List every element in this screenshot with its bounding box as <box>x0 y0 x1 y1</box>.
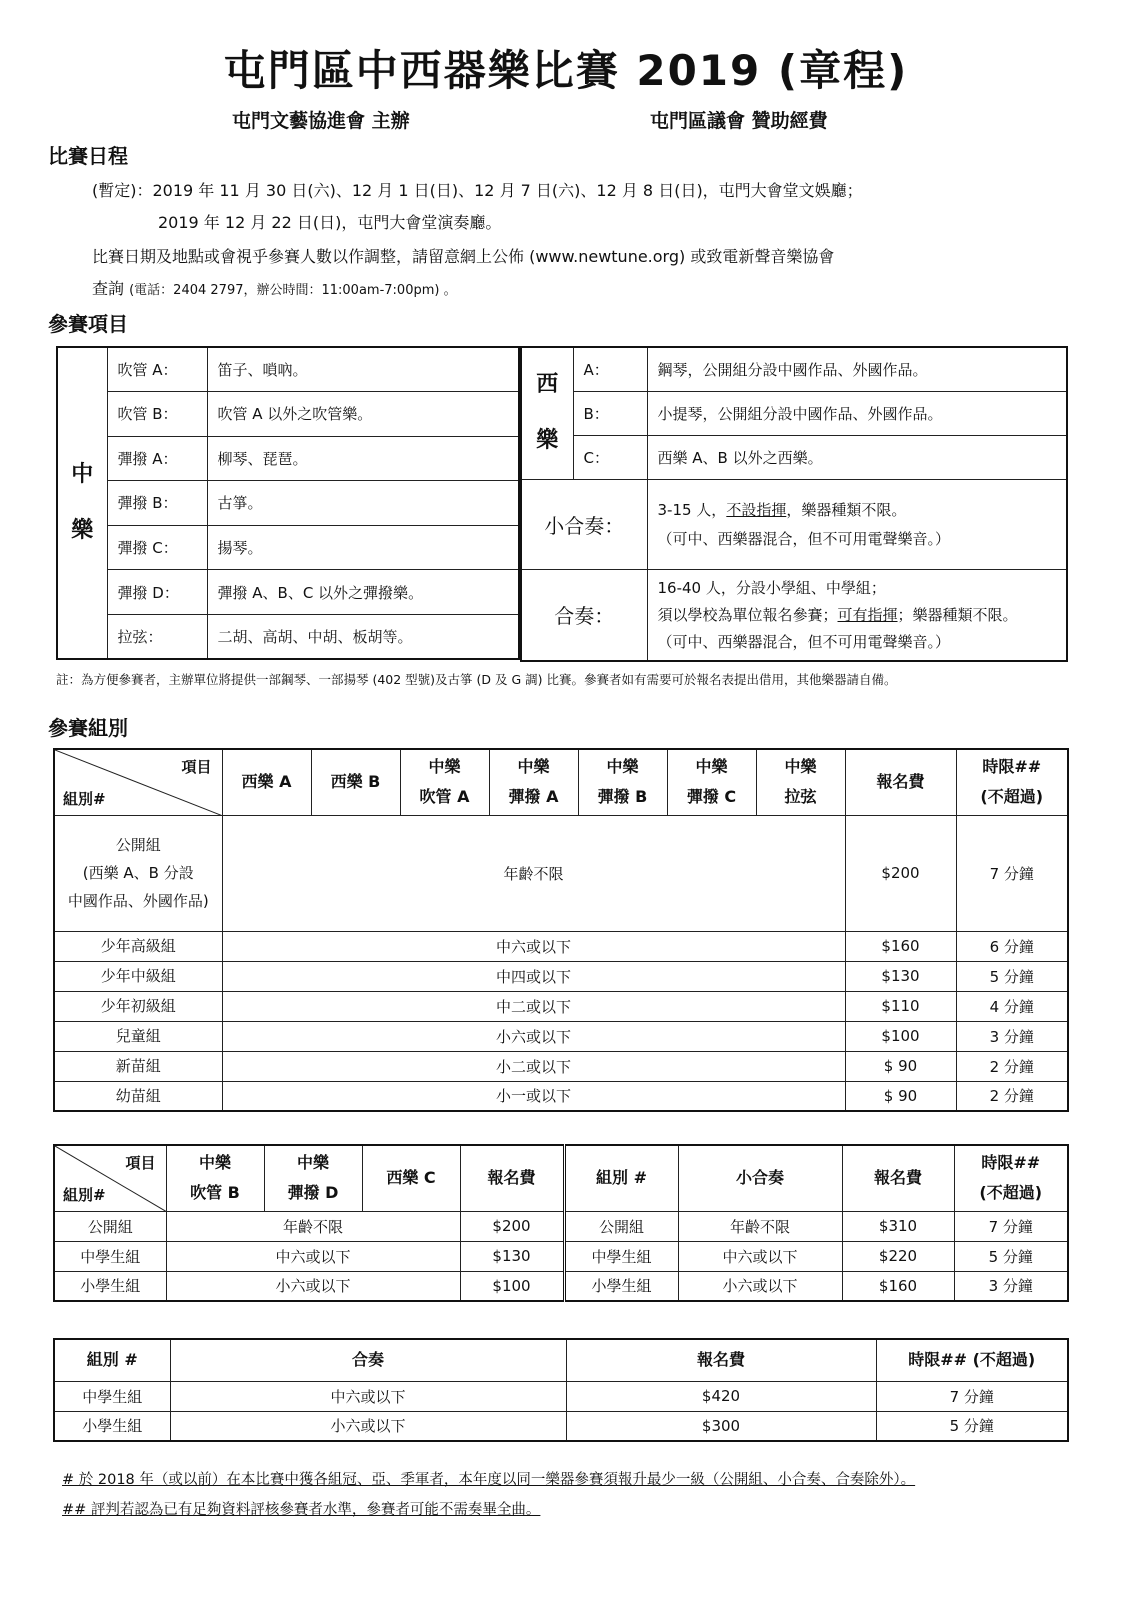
t1-col-header: 西樂 A <box>222 749 311 815</box>
chinese-item-row <box>57 481 519 526</box>
t3-ens-header: 合奏 <box>170 1339 566 1381</box>
t1-fee: $ 90 <box>845 1051 956 1081</box>
t1-time: 7 分鐘 <box>956 815 1068 931</box>
footnote-1: # 於 2018 年（或以前）在本比賽中獲各組冠、亞、季軍者，本年度以同一樂器參賽須報升最少一級（公開組、小合奏、合奏除外）。 <box>62 1472 916 1488</box>
t2-col-western-c: 西樂 C <box>362 1145 460 1211</box>
t2-col-tanbo-d: 中樂 彈撥 D <box>264 1145 362 1211</box>
t2-group-header: 組別 # <box>564 1145 678 1211</box>
t2-fee-header: 報名費 <box>460 1145 564 1211</box>
inquiry-label: 查詢 <box>92 279 125 298</box>
schedule-line-4 <box>92 276 457 299</box>
t3-group: 小學生組 <box>54 1411 170 1441</box>
t1-col-header: 中樂 彈撥 C <box>667 749 756 815</box>
t1-col-header: 中樂 彈撥 B <box>578 749 667 815</box>
t1-time: 5 分鐘 <box>956 961 1068 991</box>
t1-requirement: 中二或以下 <box>222 991 845 1021</box>
t2-row <box>54 1211 1068 1241</box>
t3-group: 中學生組 <box>54 1381 170 1411</box>
t1-group: 少年中級組 <box>54 961 222 991</box>
groups-table-2 <box>53 1144 1069 1302</box>
t1-col-header: 中樂 彈撥 A <box>489 749 578 815</box>
t2-ens-header: 小合奏 <box>678 1145 842 1211</box>
western-desc-a: 鋼琴，公開組分設中國作品、外國作品。 <box>647 347 1067 391</box>
t2-requirement: 年齡不限 <box>166 1211 460 1241</box>
t1-row <box>54 991 1068 1021</box>
schedule-line-2: 2019 年 12 月 22 日(日)，屯門大會堂演奏廳。 <box>158 213 502 232</box>
t1-row <box>54 1081 1068 1111</box>
t1-group: 幼苗組 <box>54 1081 222 1111</box>
t3-row <box>54 1381 1068 1411</box>
t2-requirement2: 中六或以下 <box>678 1241 842 1271</box>
t1-group: 新苗組 <box>54 1051 222 1081</box>
t1-group: 少年高級組 <box>54 931 222 961</box>
t2-time-header: 時限## (不超過) <box>954 1145 1068 1211</box>
schedule-line-3: 比賽日期及地點或會視乎參賽人數以作調整，請留意網上公佈 (www.newtune.org) 或致電新聲音樂協會 <box>92 247 835 266</box>
t1-fee: $160 <box>845 931 956 961</box>
t2-fee2: $310 <box>842 1211 954 1241</box>
chinese-item-desc: 古箏。 <box>207 481 519 526</box>
chinese-item-desc: 二胡、高胡、中胡、板胡等。 <box>207 614 519 659</box>
t2-requirement2: 年齡不限 <box>678 1211 842 1241</box>
t1-group: 少年初級組 <box>54 991 222 1021</box>
t1-requirement: 年齡不限 <box>222 815 845 931</box>
t2-row <box>54 1271 1068 1301</box>
t3-fee: $300 <box>566 1411 876 1441</box>
chinese-item-desc: 揚琴。 <box>207 525 519 570</box>
t1-requirement: 小一或以下 <box>222 1081 845 1111</box>
t1-group: 公開組 (西樂 A、B 分設 中國作品、外國作品) <box>54 815 222 931</box>
t2-fee2: $160 <box>842 1271 954 1301</box>
chinese-item-cat: 彈撥 B： <box>107 481 207 526</box>
chinese-item-row <box>57 525 519 570</box>
t1-time: 2 分鐘 <box>956 1051 1068 1081</box>
items-heading: 參賽項目 <box>48 312 128 336</box>
western-desc-c: 西樂 A、B 以外之西樂。 <box>647 435 1067 479</box>
t1-row <box>54 1021 1068 1051</box>
t2-group2: 公開組 <box>564 1211 678 1241</box>
t1-col-header: 中樂 吹管 A <box>400 749 489 815</box>
t2-requirement2: 小六或以下 <box>678 1271 842 1301</box>
t2-fee2-header: 報名費 <box>842 1145 954 1211</box>
schedule-line-1: (暫定)：2019 年 11 月 30 日(六)、12 月 1 日(日)、12 月 7 日(六)、12 月 8 日(日)，屯門大會堂文娛廳； <box>92 181 863 200</box>
t1-col-header: 西樂 B <box>311 749 400 815</box>
t3-time: 7 分鐘 <box>876 1381 1068 1411</box>
t1-row <box>54 961 1068 991</box>
t1-fee: $200 <box>845 815 956 931</box>
chinese-item-cat: 拉弦： <box>107 614 207 659</box>
t2-group: 中學生組 <box>54 1241 166 1271</box>
chinese-item-desc: 柳琴、琵琶。 <box>207 436 519 481</box>
t3-time: 5 分鐘 <box>876 1411 1068 1441</box>
t1-time: 4 分鐘 <box>956 991 1068 1021</box>
t1-row <box>54 931 1068 961</box>
t1-group: 兒童組 <box>54 1021 222 1051</box>
t2-col-chuiguan-b: 中樂 吹管 B <box>166 1145 264 1211</box>
chinese-item-cat: 吹管 A： <box>107 347 207 392</box>
t3-group-header: 組別 # <box>54 1339 170 1381</box>
t3-time-header: 時限## (不超過) <box>876 1339 1068 1381</box>
sponsor: 屯門區議會 贊助經費 <box>650 110 828 132</box>
western-label: 西 樂 <box>521 347 573 479</box>
chinese-label: 中 樂 <box>57 347 107 659</box>
t1-fee: $ 90 <box>845 1081 956 1111</box>
t1-time: 6 分鐘 <box>956 931 1068 961</box>
t1-fee: $110 <box>845 991 956 1021</box>
chinese-item-desc: 笛子、嗩吶。 <box>207 347 519 392</box>
chinese-item-row <box>57 347 519 392</box>
t1-time: 3 分鐘 <box>956 1021 1068 1051</box>
western-cat-a: A： <box>573 347 647 391</box>
t2-fee2: $220 <box>842 1241 954 1271</box>
chinese-item-cat: 吹管 B： <box>107 392 207 437</box>
t3-fee-header: 報名費 <box>566 1339 876 1381</box>
t2-time: 3 分鐘 <box>954 1271 1068 1301</box>
schedule-heading: 比賽日程 <box>48 144 128 168</box>
t1-row <box>54 815 1068 931</box>
t1-requirement: 小二或以下 <box>222 1051 845 1081</box>
western-items-table <box>520 346 1068 662</box>
western-cat-b: B： <box>573 391 647 435</box>
western-cat-c: C： <box>573 435 647 479</box>
t1-time-header: 時限## (不超過) <box>956 749 1068 815</box>
footnote-2: ## 評判若認為已有足夠資料評核參賽者水準，參賽者可能不需奏畢全曲。 <box>62 1502 541 1518</box>
t1-fee: $100 <box>845 1021 956 1051</box>
chinese-item-desc: 吹管 A 以外之吹管樂。 <box>207 392 519 437</box>
t3-requirement: 小六或以下 <box>170 1411 566 1441</box>
t2-group: 小學生組 <box>54 1271 166 1301</box>
small-ensemble-label: 小合奏： <box>521 479 647 569</box>
t1-requirement: 中六或以下 <box>222 931 845 961</box>
t2-fee: $100 <box>460 1271 564 1301</box>
chinese-items-table <box>56 346 520 660</box>
t2-requirement: 小六或以下 <box>166 1271 460 1301</box>
inquiry-detail: (電話：2404 2797，辦公時間：11:00am-7:00pm) 。 <box>129 283 457 298</box>
ensemble-desc: 16-40 人，分設小學組、中學組； 須以學校為單位報名參賽；可有指揮；樂器種類不限。 （可中、西樂器混合，但不可用電聲樂音。） <box>647 569 1067 661</box>
t1-requirement: 中四或以下 <box>222 961 845 991</box>
ensemble-label: 合奏： <box>521 569 647 661</box>
chinese-item-row <box>57 392 519 437</box>
t2-corner: 項目 組別# <box>54 1145 166 1211</box>
groups-table-1 <box>53 748 1069 1112</box>
t1-fee-header: 報名費 <box>845 749 956 815</box>
t2-group: 公開組 <box>54 1211 166 1241</box>
groups-heading: 參賽組別 <box>48 716 128 740</box>
t1-row <box>54 1051 1068 1081</box>
chinese-item-row <box>57 570 519 615</box>
t1-corner: 項目 組別# <box>54 749 222 815</box>
t2-requirement: 中六或以下 <box>166 1241 460 1271</box>
t2-group2: 小學生組 <box>564 1271 678 1301</box>
t1-time: 2 分鐘 <box>956 1081 1068 1111</box>
items-note: 註：為方便參賽者，主辦單位將提供一部鋼琴、一部揚琴 (402 型號)及古箏 (D 及 G 調) 比賽。參賽者如有需要可於報名表提出借用，其他樂器請自備。 <box>56 672 897 687</box>
chinese-item-cat: 彈撥 C： <box>107 525 207 570</box>
groups-table-3 <box>53 1338 1069 1442</box>
t2-time: 5 分鐘 <box>954 1241 1068 1271</box>
t1-col-header: 中樂 拉弦 <box>756 749 845 815</box>
t2-time: 7 分鐘 <box>954 1211 1068 1241</box>
t3-row <box>54 1411 1068 1441</box>
organizer: 屯門文藝協進會 主辦 <box>232 110 410 132</box>
chinese-item-row <box>57 614 519 659</box>
t3-fee: $420 <box>566 1381 876 1411</box>
western-desc-b: 小提琴，公開組分設中國作品、外國作品。 <box>647 391 1067 435</box>
chinese-item-cat: 彈撥 A： <box>107 436 207 481</box>
t2-fee: $200 <box>460 1211 564 1241</box>
page-title: 屯門區中西器樂比賽 2019 (章程) <box>223 46 909 95</box>
t1-requirement: 小六或以下 <box>222 1021 845 1051</box>
t1-fee: $130 <box>845 961 956 991</box>
chinese-item-cat: 彈撥 D： <box>107 570 207 615</box>
t3-requirement: 中六或以下 <box>170 1381 566 1411</box>
chinese-item-row <box>57 436 519 481</box>
small-ensemble-desc: 3-15 人，不設指揮，樂器種類不限。 （可中、西樂器混合，但不可用電聲樂音。） <box>647 479 1067 569</box>
chinese-item-desc: 彈撥 A、B、C 以外之彈撥樂。 <box>207 570 519 615</box>
t2-group2: 中學生組 <box>564 1241 678 1271</box>
t2-fee: $130 <box>460 1241 564 1271</box>
t2-row <box>54 1241 1068 1271</box>
